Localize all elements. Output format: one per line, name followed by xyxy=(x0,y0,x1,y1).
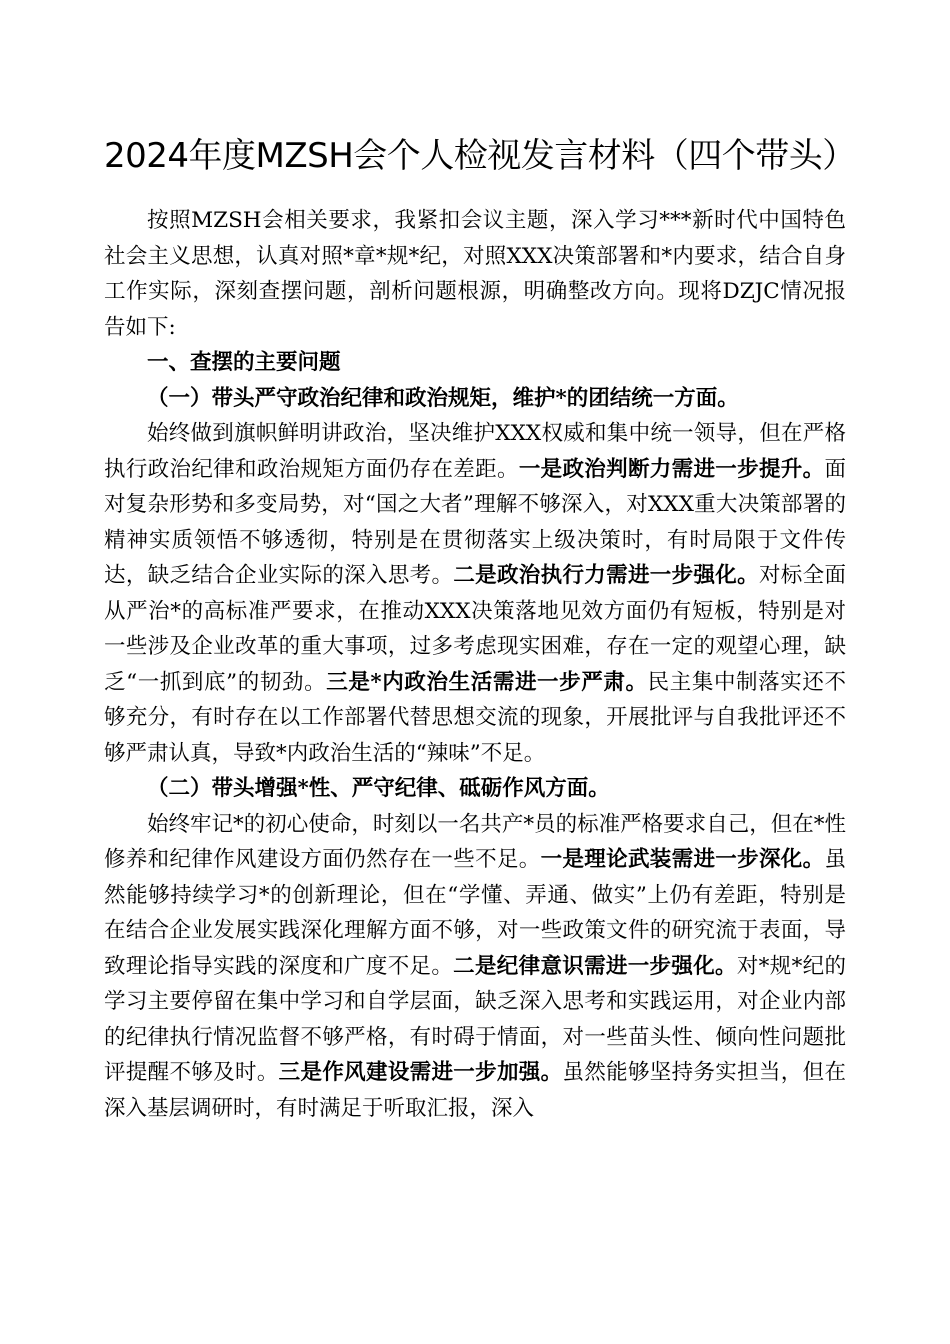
subsection-heading-2: （二）带头增强*性、严守纪律、砥砺作风方面。 xyxy=(147,776,610,801)
intro-paragraph: 按照MZSH会相关要求，我紧扣会议主题，深入学习***新时代中国特色社会主义思想，认真对照*章*规*纪，对照XXX决策部署和*内要求，结合自身工作实际，深刻查摆问题，剖析问题根源，明确整改方向。现将DZJC情况报告如下: xyxy=(104,208,846,340)
section-heading-1: 一、查摆的主要问题 xyxy=(147,350,341,375)
point-text: 对标全面从严治*的高标准严要求，在推动XXX决策落地见效方面仍有短板，特别是对一些涉及企业改革的重大事项，过多考虑现实困难，存在一定的观望心理，缺乏“一抓到底”的韧劲。 xyxy=(104,563,846,695)
subsection-paragraph-1 xyxy=(104,416,846,771)
paragraph-lead: 始终做到旗帜鲜明讲政治，坚决维护XXX权威和集中统一领导，但在严格执行政治纪律和政治规矩方面仍存在差距。 xyxy=(104,421,846,482)
point-text: 面对复杂形势和多变局势，对“国之大者”理解不够深入，对XXX重大决策部署的精神实质领悟不够透彻，特别是在贯彻落实上级决策时，有时局限于文件传达，缺乏结合企业实际的深入思考。 xyxy=(104,456,846,588)
point-title: 三是*内政治生活需进一步严肃。 xyxy=(326,669,648,695)
document-title: 2024年度MZSH会个人检视发言材料（四个带头） xyxy=(104,136,856,176)
point-text: 民主集中制落实还不够充分，有时存在以工作部署代替思想交流的现象，开展批评与自我批评还不够严肃认真，导致*内政治生活的“辣味”不足。 xyxy=(104,669,846,766)
point-title: 一是理论武装需进一步深化。 xyxy=(540,847,825,872)
point-title: 三是作风建设需进一步加强。 xyxy=(278,1060,563,1085)
point-text: 对*规*纪的学习主要停留在集中学习和自学层面，缺乏深入思考和实践运用，对企业内部的纪律执行情况监督不够严格，有时碍于情面，对一些苗头性、倾向性问题批评提醒不够及时。 xyxy=(104,953,846,1085)
point-title: 一是政治判断力需进一步提升。 xyxy=(518,456,825,482)
point-title: 二是政治执行力需进一步强化。 xyxy=(453,563,759,588)
subsection-paragraph-2 xyxy=(104,807,846,1127)
document-body xyxy=(104,203,846,1126)
point-text: 虽然能够持续学习*的创新理论，但在“学懂、弄通、做实”上仍有差距，特别是在结合企业发展实践深化理解方面不够，对一些政策文件的研究流于表面，导致理论指导实践的深度和广度不足。 xyxy=(104,847,846,979)
paragraph-lead: 始终牢记*的初心使命，时刻以一名共产*员的标准严格要求自己，但在*性修养和纪律作风建设方面仍然存在一些不足。 xyxy=(104,811,846,872)
subsection-heading-1: （一）带头严守政治纪律和政治规矩，维护*的团结统一方面。 xyxy=(147,385,739,411)
point-title: 二是纪律意识需进一步强化。 xyxy=(453,953,737,979)
point-text: 虽然能够坚持务实担当，但在深入基层调研时，有时满足于听取汇报，深入 xyxy=(104,1060,846,1121)
